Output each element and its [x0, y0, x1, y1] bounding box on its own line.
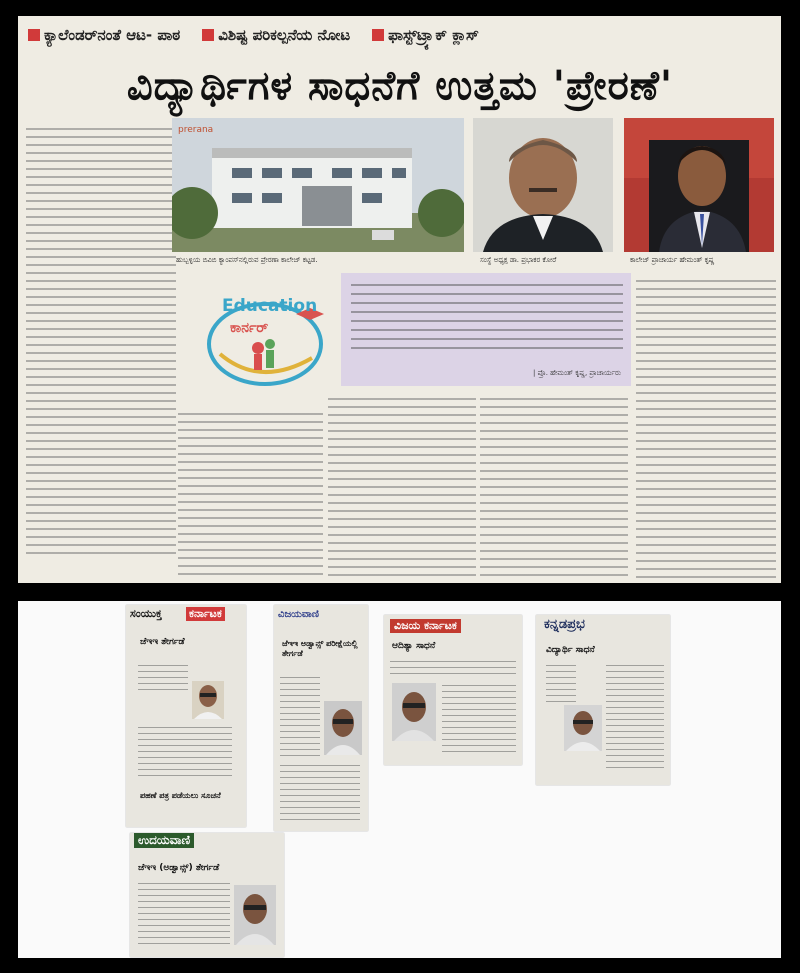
student-photo [324, 701, 362, 755]
red-square-icon [372, 29, 384, 41]
clipping-vijaya-karnataka [384, 615, 522, 765]
svg-text:prerana: prerana [178, 125, 214, 135]
clipping-udayavani [130, 833, 284, 957]
clip-heading: ಆದಿತ್ಯಾ ಸಾಧನೆ [392, 641, 436, 651]
president-caption: ಸಂಸ್ಥೆ ಅಧ್ಯಕ್ಷ ಡಾ. ಪ್ರಭಾಕರ ಕೋರೆ [480, 256, 557, 264]
clip-text [138, 725, 232, 781]
quote-box [341, 273, 631, 386]
section-header [24, 20, 775, 50]
clip-text [280, 763, 360, 823]
quote-signature: | ಪ್ರೊ. ಹೇಮಂತ್ ಕೃಷ್ಣ, ಪ್ರಾಚಾರ್ಯರು [532, 369, 621, 377]
clipping-samyukta-karnataka [126, 605, 246, 827]
clip-masthead: ಕನ್ನಡಪ್ರಭ [544, 617, 585, 632]
newspaper-article [18, 16, 781, 583]
logo-title: Education [222, 296, 318, 316]
clip-text [280, 675, 320, 759]
headline: ವಿದ್ಯಾರ್ಥಿಗಳ ಸಾಧನೆಗೆ ಉತ್ತಮ 'ಪ್ರೇರಣೆ' [126, 63, 674, 109]
news-clippings-collage [18, 601, 781, 958]
principal-photo [624, 118, 774, 252]
college-building-photo [172, 118, 464, 252]
clip-masthead: ವಿಜಯ ಕರ್ನಾಟಕ [390, 619, 461, 633]
clip-text [442, 683, 516, 755]
clipping-vijayavani [274, 605, 368, 831]
section-label-3: ಫಾಸ್ಟ್‌ಟ್ರ್ಯಾಕ್ ಕ್ಲಾಸ್ [388, 26, 479, 44]
clip-text [138, 881, 230, 947]
student-photo [392, 683, 436, 741]
building-caption: ಹುಬ್ಬಳ್ಳಿಯ ಬಿವಿಬಿ ಕ್ಯಾಂಪಸ್‌ನಲ್ಲಿರುವ ಪ್ರೇರಣಾ ಕಾಲೇಜ್ ಕಟ್ಟಡ. [176, 256, 318, 264]
clip-heading: ವಿದ್ಯಾರ್ಥಿ ಸಾಧನೆ [546, 645, 595, 655]
clip-masthead: ಕರ್ನಾಟಕ [186, 607, 225, 621]
logo-subtitle: ಕಾರ್ನರ್ [230, 320, 269, 336]
clip-masthead: ವಿಜಯವಾಣಿ [278, 609, 319, 620]
clipping-kannada-prabha [536, 615, 670, 785]
red-square-icon [28, 29, 40, 41]
education-corner-logo [200, 284, 330, 388]
clip-masthead: ಉದಯವಾಣಿ [134, 833, 194, 848]
article-text-column [328, 396, 476, 581]
clip-text [546, 663, 576, 703]
article-text-column [178, 411, 323, 581]
section-label-2: ವಿಶಿಷ್ಟ ಪರಿಕಲ್ಪನೆಯ ನೋಟ [218, 26, 351, 44]
clip-text [606, 663, 664, 773]
article-text-column [636, 278, 776, 578]
clip-footer: ಪಹಣೆ ಪತ್ರ ಪಡೆಯಲು ಸೂಚನೆ [140, 791, 221, 800]
article-text-column [26, 126, 176, 556]
student-photo [234, 885, 276, 945]
student-photo [192, 681, 224, 719]
section-label-1: ಕ್ಯಾಲೆಂಡರ್‌ನಂತೆ ಆಟ- ಪಾಠ [44, 26, 181, 44]
clip-text [138, 663, 188, 693]
clip-heading: ಜೆಇಇ ತೇರ್ಗಡೆ [140, 637, 185, 647]
quote-text [351, 281, 623, 351]
student-photo [564, 705, 602, 751]
article-text-column [480, 396, 628, 581]
principal-caption: ಕಾಲೇಜ್ ಪ್ರಾಚಾರ್ಯ ಹೇಮಂತ್ ಕೃಷ್ಣ [630, 256, 715, 264]
clip-masthead: ಸಂಯುಕ್ತ [130, 607, 162, 620]
red-square-icon [202, 29, 214, 41]
clip-text [390, 659, 516, 677]
clip-heading: ಜೆಇಇ (ಅಡ್ವಾನ್ಸ್) ತೇರ್ಗಡೆ [138, 863, 220, 873]
president-photo [473, 118, 613, 252]
clip-heading: ಜೆಇಇ ಅಡ್ವಾನ್ಸ್ ಪರೀಕ್ಷೆಯಲ್ಲಿ ತೇರ್ಗಡೆ [282, 639, 358, 658]
